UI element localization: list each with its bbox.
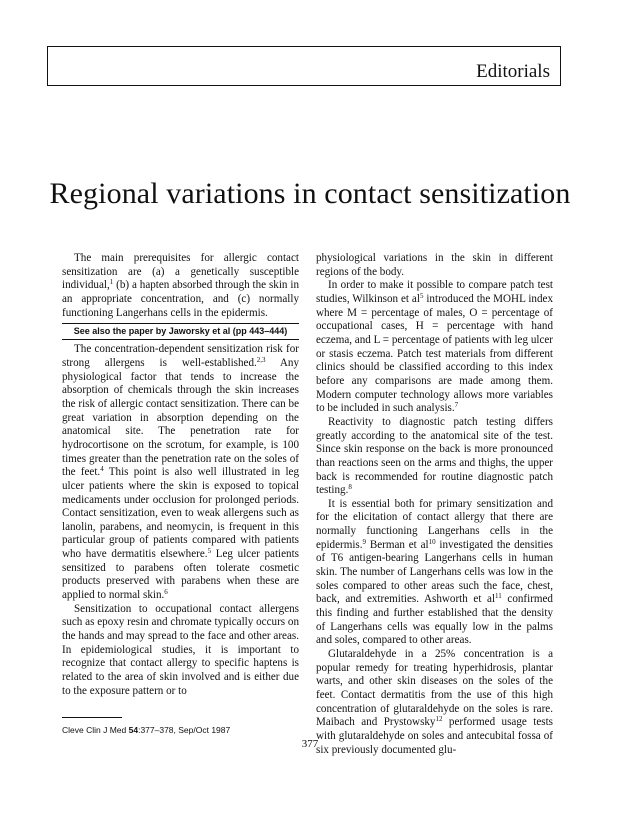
volume: 54 [128,725,139,735]
reference-marker: 12 [435,715,443,724]
text: Any physiological factor that tends to increase the absorption of chemicals through the skin increases the risk of allergic contact sensitization. There can be great variation in absorption depending on the anatomical site. The penetration rate for hydrocortisone on the scrotum, for example, is 100 times greater than the penetration rate on the soles of the feet. [62,356,299,479]
article-title: Regional variations in contact sensitization [49,177,571,210]
reference-marker: 11 [495,592,502,601]
text: Reactivity to diagnostic patch testing differs greatly according to the anatomical site of the test. Since skin response on the back is more pronounced than reactions seen on the arms and thighs, the upper back is recommended for routine diagnostic patch testing. [316,415,553,497]
paragraph: Sensitization to occupational contact allergens such as epoxy resin and chromate typically occurs on the hands and may spread to the face and other areas. In epidemiological studies, it is important to recognize that contact allergy to specific haptens is related to the area of skin involved and is either due to the exposure pattern or to [62,602,299,697]
reference-marker: 6 [164,588,168,597]
text: It is essential both for primary sensitization and for the elicitation of contact allergy that there are normally functioning Langerhans cells in the epidermis. [316,497,553,551]
text: :377–378, Sep/Oct 1987 [138,725,231,735]
page-number: 377 [301,738,319,750]
reference-marker: 10 [428,537,436,546]
reference-marker: 9 [362,537,367,546]
right-column [316,252,553,757]
text: Glutaraldehyde in a 25% concentration is a popular remedy for treating hyperhidrosis, plantar warts, and other skin diseases on the soles of the feet. Contact dermatitis from the use of this high concentration of glutaraldehyde on the soles is rare. Maibach and Prystowsky [316,648,553,729]
reference-marker: 5 [419,291,424,300]
text: investigated the densities of T6 antigen-bearing Langerhans cells in human skin. The number of Langerhans cells was low in the soles compared to other areas such the face, chest, back, and extremities. Ashworth et al [316,538,553,606]
reference-marker: 8 [348,483,352,492]
paragraph [316,279,553,416]
paragraph [62,252,299,320]
text: Cleve Clin J Med [62,725,129,735]
text: The main prerequisites for allergic contact sensitization are (a) a genetically susceptible individual, [62,252,299,292]
paragraph [316,498,553,648]
paragraph: physiological variations in the skin in different regions of the body. [316,252,553,278]
text: Leg ulcer patients sensitized to parabens often tolerate cosmetic products preserved with parabens when these are applied to normal skin. [62,548,300,602]
see-also-wrapper [62,320,299,343]
reference-marker: 2,3 [256,355,266,364]
paragraph [62,343,299,602]
reference-marker: 1 [109,278,114,287]
paragraph [316,416,553,498]
text: introduced the MOHL index where M = percentage of males, O = percentage of occupational cases, H = percentage with hand eczema, and L = percentage of patients with leg ulcer or stasis eczema. Patch test materials from different clinics should be classified according to this index before any comparisons are made among them. Modern computer technology allows more variables to be included in such analysis. [316,292,553,415]
text: The concentration-dependent sensitization risk for strong allergens is well-established. [62,343,299,369]
reference-marker: 4 [100,465,104,474]
footnote-rule [62,717,122,718]
section-label: Editorials [476,61,550,82]
text: confirmed this finding and further established that the density of Langerhans cells was equally low in the palms and soles, compared to other areas. [316,593,553,647]
text: This point is also well illustrated in leg ulcer patients where the skin is exposed to topical medicaments under occlusion for prolonged periods. Contact sensitization, even to weak allergens such as lanolin, parabens, and neomycin, is frequent in this particular group of patients compared with patients who have dermatitis elsewhere. [62,466,299,561]
text: (b) a hapten absorbed through the skin in an appropriate concentration, and (c) normally functioning Langerhans cells in the epidermis. [62,279,299,319]
section-header-box [47,46,561,86]
see-also-note: See also the paper by Jaworsky et al (pp 443–444) [62,323,299,340]
left-column [62,252,299,698]
text: Berman et al [366,538,429,551]
text: In order to make it possible to compare patch test studies, Wilkinson et al [316,279,553,305]
reference-marker: 7 [454,401,459,410]
citation-footnote [62,725,230,735]
reference-marker: 5 [207,547,212,556]
text: performed usage tests with glutaraldehyde on soles and antecubital fossa of six previously documented glu- [316,716,553,756]
